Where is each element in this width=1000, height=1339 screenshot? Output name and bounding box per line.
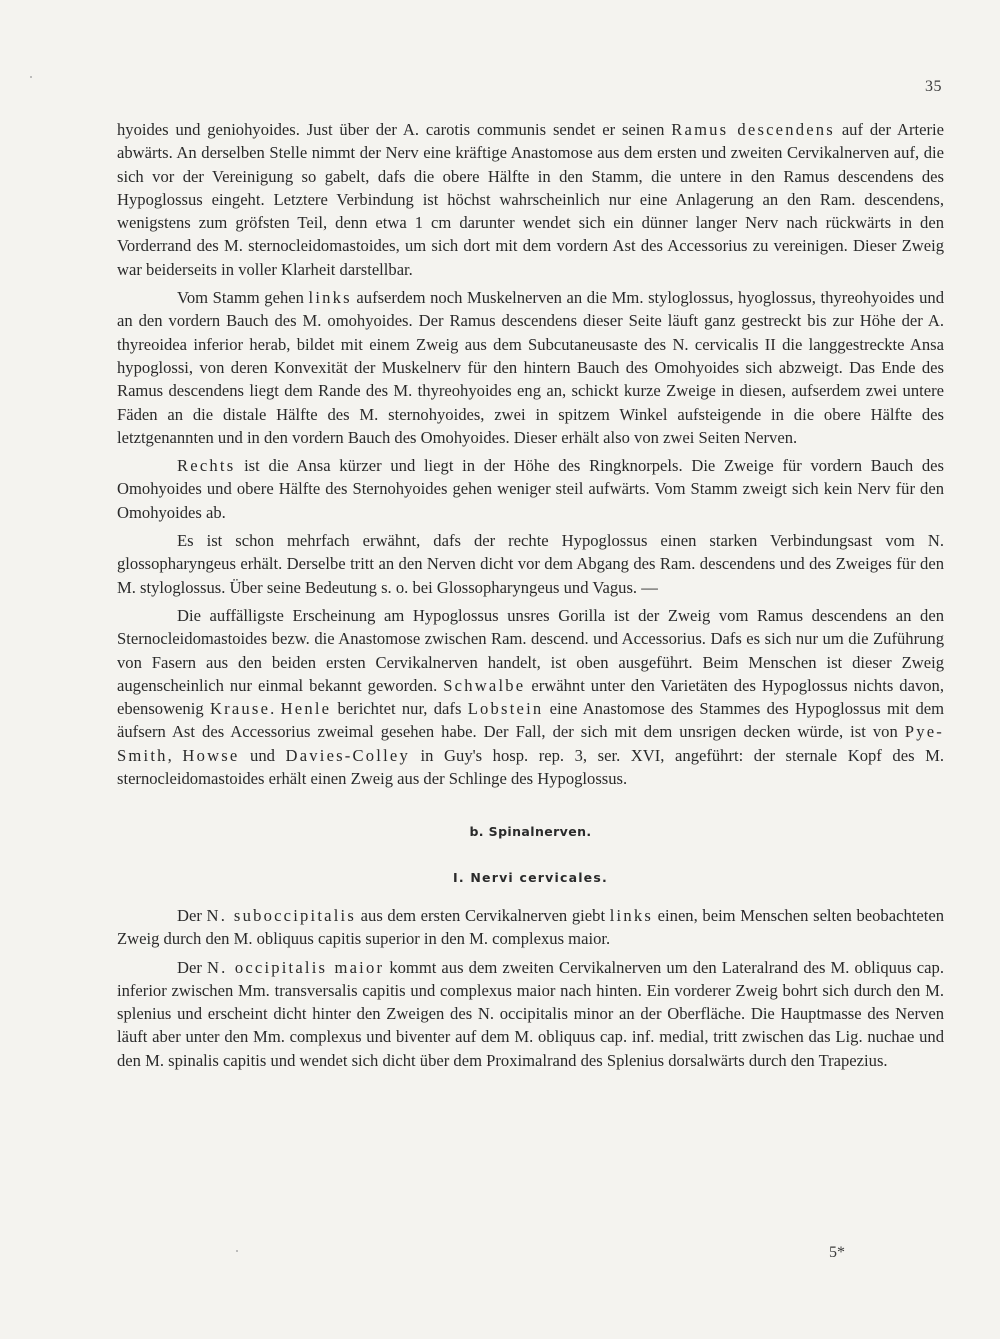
spaced-term: Rechts	[177, 456, 236, 476]
spaced-term: links	[308, 288, 352, 308]
text-run: .	[270, 699, 281, 719]
page-number: 35	[925, 78, 942, 95]
author-name: Howse	[182, 745, 240, 765]
text-run: einen, beim Menschen selten beobachteten Zweig durch den M. obliquus capitis superior in den M. complexus maior.	[117, 905, 945, 949]
paragraph-glossopharyngeus	[117, 529, 944, 599]
spaced-term: N. occipitalis maior	[206, 957, 385, 977]
text-run: ,	[167, 745, 183, 765]
paper-speck	[236, 1250, 238, 1252]
text-run: auf der Arterie abwärts. An derselben Stelle nimmt der Nerv eine kräftige Anastomose aus dem ersten und zweiten Cervikalnerven auf, die sich vor der Vereinigung so gabelt, dafs die obere Hälfte in den Stamm, die untere in den Ramus descendens des Hypoglossus eingeht. Letztere Verbindung ist höchst wahrscheinlich nur eine Anlagerung an den Ram. descendens, wenigstens zum gröfsten Teil, denn etwa 1 cm darunter wendet sich ein dünner langer Nerv nach rückwärts in den Vorderrand des M. sternocleidomastoides, um sich dort mit dem vordern Ast des Accessorius zu vereinigen. Dieser Zweig war beiderseits in voller Klarheit darstellbar.	[117, 120, 944, 279]
author-name: Schwalbe	[443, 675, 526, 695]
author-name: Davies-Colley	[285, 745, 410, 765]
paper-speck	[30, 76, 32, 78]
author-name: Lobstein	[467, 699, 544, 719]
text-run: Die auffälligste Erscheinung am Hypoglossus unsres Gorilla ist der Zweig vom Ramus descendens an den Sternocleidomastoides bezw. die Anastomose zwischen Ram. descend. und Accessorius. Dafs es sich nur um die Zuführung von Fasern aus den beiden ersten Cervikalnerven handelt, ist oben ausgeführt. Beim Menschen ist dieser Zweig augenscheinlich nur einmal bekannt geworden.	[117, 605, 944, 695]
paragraph-remarkable-branch	[117, 604, 944, 790]
paragraph-right-side	[117, 454, 944, 524]
spaced-term: links	[609, 905, 654, 925]
body-text	[117, 118, 944, 1072]
text-run: und	[239, 745, 286, 765]
text-run: eine Anastomose des Stammes des Hypoglossus mit dem äufsern Ast des Accessorius zweimal gesehen habe. Der Fall, der sich mit dem unsrigen decken würde, ist von	[117, 699, 945, 742]
author-name: Pye-Smith	[117, 722, 944, 765]
paragraph-suboccipitalis	[117, 904, 944, 951]
text-run: Vom Stamm gehen	[177, 288, 309, 308]
text-run: aufserdem noch Muskelnerven an die Mm. styloglossus, hyoglossus, thyreohyoides und an den vordern Bauch des M. omohyoides. Der Ramus descendens dieser Seite läuft ganz gestreckt bis zur Höhe der A. thyreoidea inferior herab, bildet mit einem Zweig aus dem Subcutaneusaste des N. cervicalis II die langgestreckte Ansa hypoglossi, von deren Konvexität der Muskelnerv für den hintern Bauch des Omohyoides sich abzweigt. Das Ende des Ramus descendens liegt dem Rande des M. thyreohyoides eng an, schickt kurze Zweige in diesen, aufserdem zwei untere Fäden an die distale Hälfte des M. sternohyoides, zwei in spitzem Winkel aufsteigende in die obere Hälfte des letztgenannten und in den vordern Bauch des Omohyoides. Dieser erhält also von zwei Seiten Nerven.	[117, 288, 944, 447]
spaced-term: Ramus descendens	[671, 120, 835, 139]
section-heading: b. Spinalnerven.	[469, 824, 592, 840]
text-run: aus dem ersten Cervikalnerven giebt	[356, 905, 610, 925]
paragraph-hypoglossus-continued	[117, 118, 944, 281]
subsection-heading: I. Nervi cervicales.	[453, 869, 608, 885]
text-run: kommt aus dem zweiten Cervikalnerven um den Lateralrand des M. obliquus cap. inferior zwischen Mm. transversalis capitis und complexus maior nach hinten. Ein vorderer Zweig bohrt sich durch den M. splenius und erscheint dicht hinter den Zweigen des N. occipitalis minor an der Oberfläche. Die Hauptmasse des Nerven läuft aber unter den Mm. complexus und biventer auf dem M. obliquus cap. inf. medial, tritt zwischen das Lig. nuchae und den M. spinalis capitis und wendet sich dicht über dem Proximalrand des Splenius dorsalwärts durch den Trapezius.	[117, 957, 944, 1070]
signature-mark: 5*	[829, 1244, 845, 1261]
text-run: Es ist schon mehrfach erwähnt, dafs der rechte Hypoglossus einen starken Verbindungsast vom N. glossopharyngeus erhält. Derselbe tritt an den Nerven dicht vor dem Abgang des Ram. descendens und des Zweiges für den M. styloglossus. Über seine Bedeutung s. o. bei Glossopharyngeus und Vagus. —	[117, 531, 944, 597]
spaced-term: N. suboccipitalis	[206, 905, 356, 925]
text-run: Der	[177, 905, 207, 925]
author-name: Krause	[209, 699, 271, 719]
text-run: Der	[177, 957, 207, 977]
text-run: ist die Ansa kürzer und liegt in der Höhe des Ringknorpels. Die Zweige für vordern Bauch des Omohyoides und obere Hälfte des Sternohyoides gehen weniger steil aufwärts. Vom Stamm zweigt sich kein Nerv für den Omohyoides ab.	[117, 456, 944, 522]
paragraph-occipitalis-maior	[117, 956, 944, 1072]
text-run: hyoides und geniohyoides. Just über der A. carotis communis sendet er seinen	[117, 120, 672, 139]
text-run: in Guy's hosp. rep. 3, ser. XVI, angeführt: der sternale Kopf des M. sternocleidomastoides erhält einen Zweig aus der Schlinge des Hypoglossus.	[117, 745, 945, 789]
paragraph-left-side	[117, 286, 944, 449]
text-run: berichtet nur, dafs	[331, 699, 468, 719]
text-run: erwähnt unter den Varietäten des Hypoglossus nichts davon, ebensowenig	[117, 675, 944, 719]
author-name: Henle	[280, 699, 332, 719]
